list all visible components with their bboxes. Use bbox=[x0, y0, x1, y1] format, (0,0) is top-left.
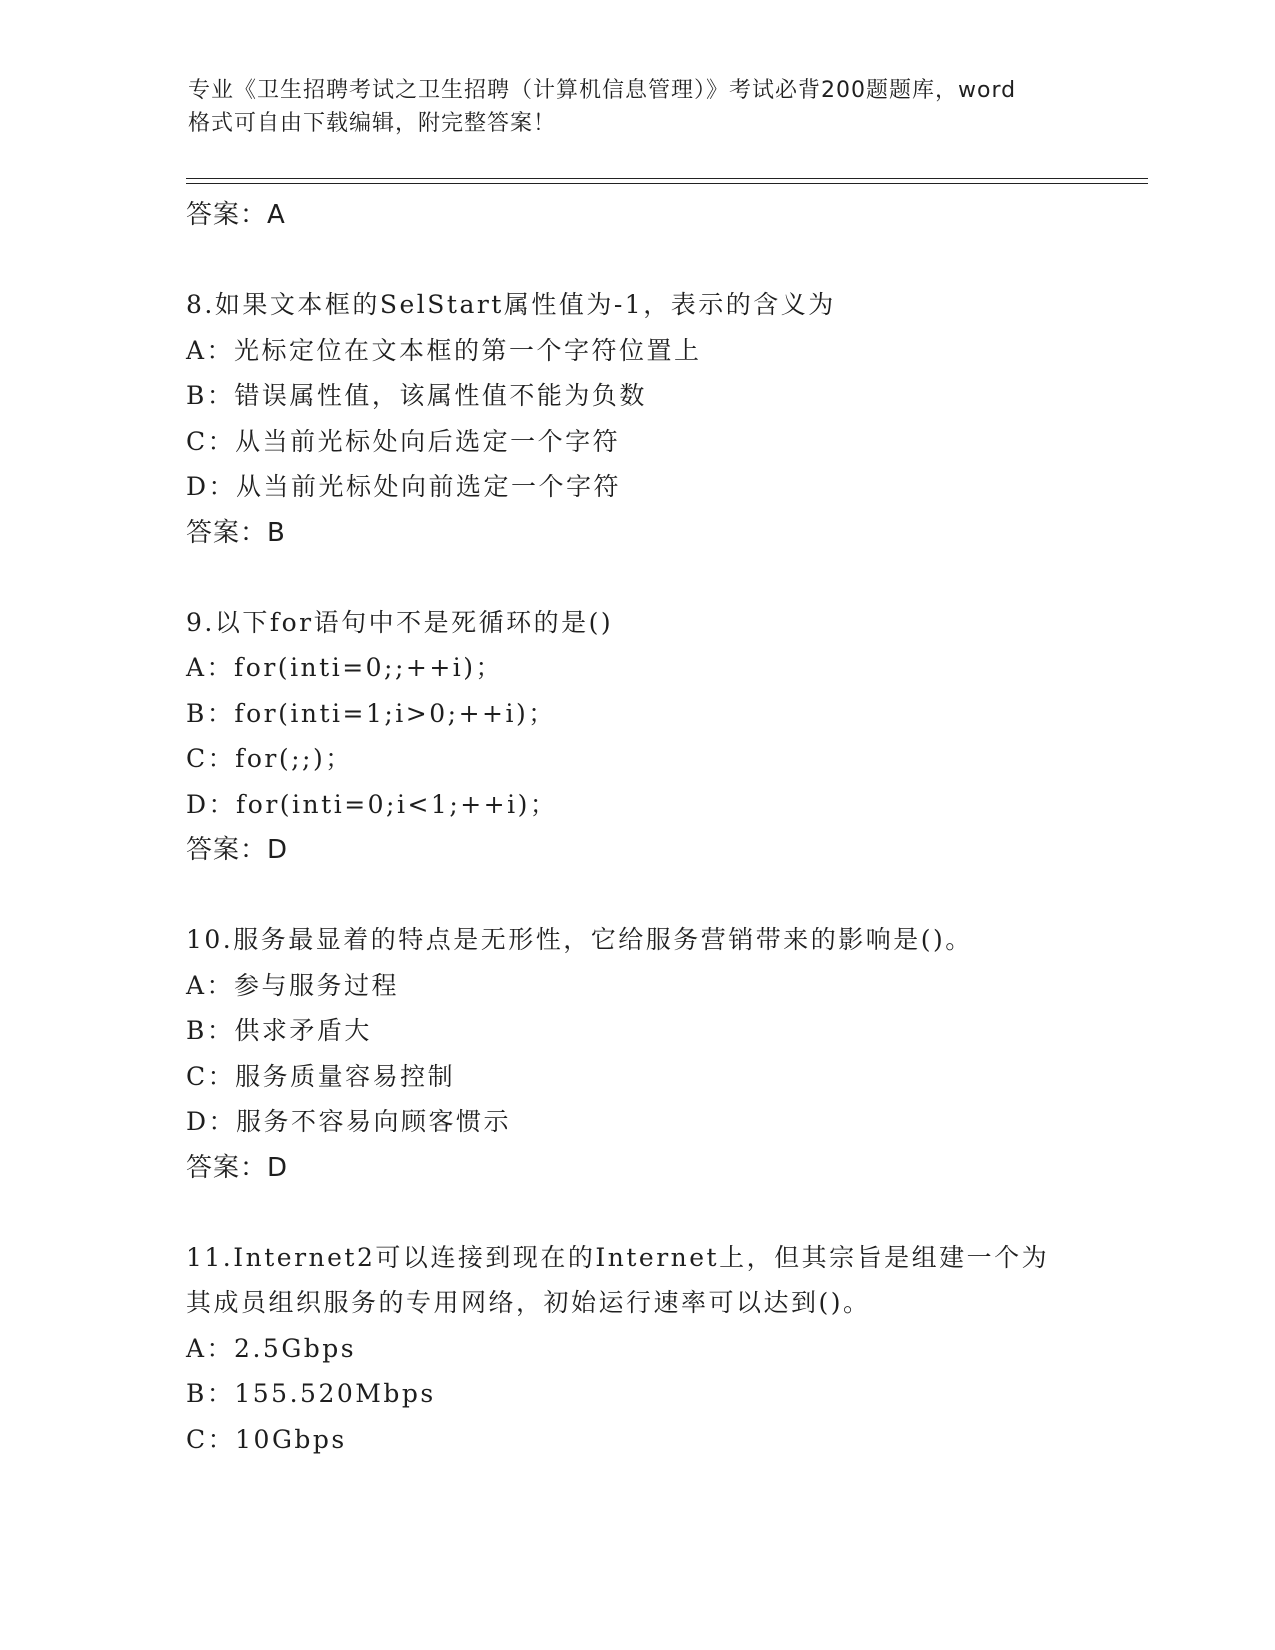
option-c: C：从当前光标处向后选定一个字符 bbox=[186, 426, 621, 456]
question-content bbox=[186, 192, 1146, 1462]
option-d: D：服务不容易向顾客惯示 bbox=[186, 1107, 512, 1136]
header-title-line-2: 格式可自由下载编辑，附完整答案！ bbox=[188, 111, 557, 136]
option-a: A：参与服务过程 bbox=[186, 970, 400, 1000]
question-stem: 8.如果文本框的SelStart属性值为-1，表示的含义为 bbox=[186, 290, 836, 319]
question-9 bbox=[186, 600, 1146, 874]
header-divider-top bbox=[186, 178, 1148, 179]
spacer bbox=[186, 1191, 1146, 1235]
option-a: A：2.5Gbps bbox=[186, 1333, 357, 1363]
option-d: D：从当前光标处向前选定一个字符 bbox=[186, 472, 622, 501]
option-c: C：服务质量容易控制 bbox=[186, 1061, 456, 1091]
option-d: D：for(inti=0;i<1;++i)； bbox=[186, 789, 558, 819]
answer: 答案：B bbox=[186, 517, 286, 548]
question-stem-line-2: 其成员组织服务的专用网络，初始运行速率可以达到()。 bbox=[186, 1288, 871, 1317]
question-stem-line-1: 11.Internet2可以连接到现在的Internet上，但其宗旨是组建一个为 bbox=[186, 1242, 1050, 1272]
answer: 答案：D bbox=[186, 835, 289, 865]
answer: 答案：D bbox=[186, 1152, 289, 1183]
question-stem: 10.服务最显着的特点是无形性，它给服务营销带来的影响是()。 bbox=[186, 925, 973, 954]
option-a: A：for(inti=0;;++i)； bbox=[186, 653, 504, 682]
option-b: B：供求矛盾大 bbox=[186, 1016, 372, 1045]
question-10 bbox=[186, 917, 1146, 1191]
header-title-line-1: 专业《卫生招聘考试之卫生招聘（计算机信息管理）》考试必背200题题库，word bbox=[188, 78, 1017, 103]
option-b: B：for(inti=1;i>0;++i)； bbox=[186, 698, 556, 728]
option-b: B：155.520Mbps bbox=[186, 1379, 436, 1408]
question-8 bbox=[186, 282, 1146, 556]
option-c: C：10Gbps bbox=[186, 1424, 347, 1454]
question-11 bbox=[186, 1235, 1146, 1463]
question-stem: 9.以下for语句中不是死循环的是() bbox=[186, 607, 614, 637]
spacer bbox=[186, 238, 1146, 282]
option-b: B：错误属性值，该属性值不能为负数 bbox=[186, 381, 647, 410]
option-a: A：光标定位在文本框的第一个字符位置上 bbox=[186, 335, 702, 365]
spacer bbox=[186, 873, 1146, 917]
option-c: C：for(;;)； bbox=[186, 744, 353, 773]
spacer bbox=[186, 556, 1146, 600]
page-header bbox=[188, 74, 1128, 140]
answer-previous: 答案：A bbox=[186, 200, 286, 230]
header-divider-bottom bbox=[186, 183, 1148, 184]
